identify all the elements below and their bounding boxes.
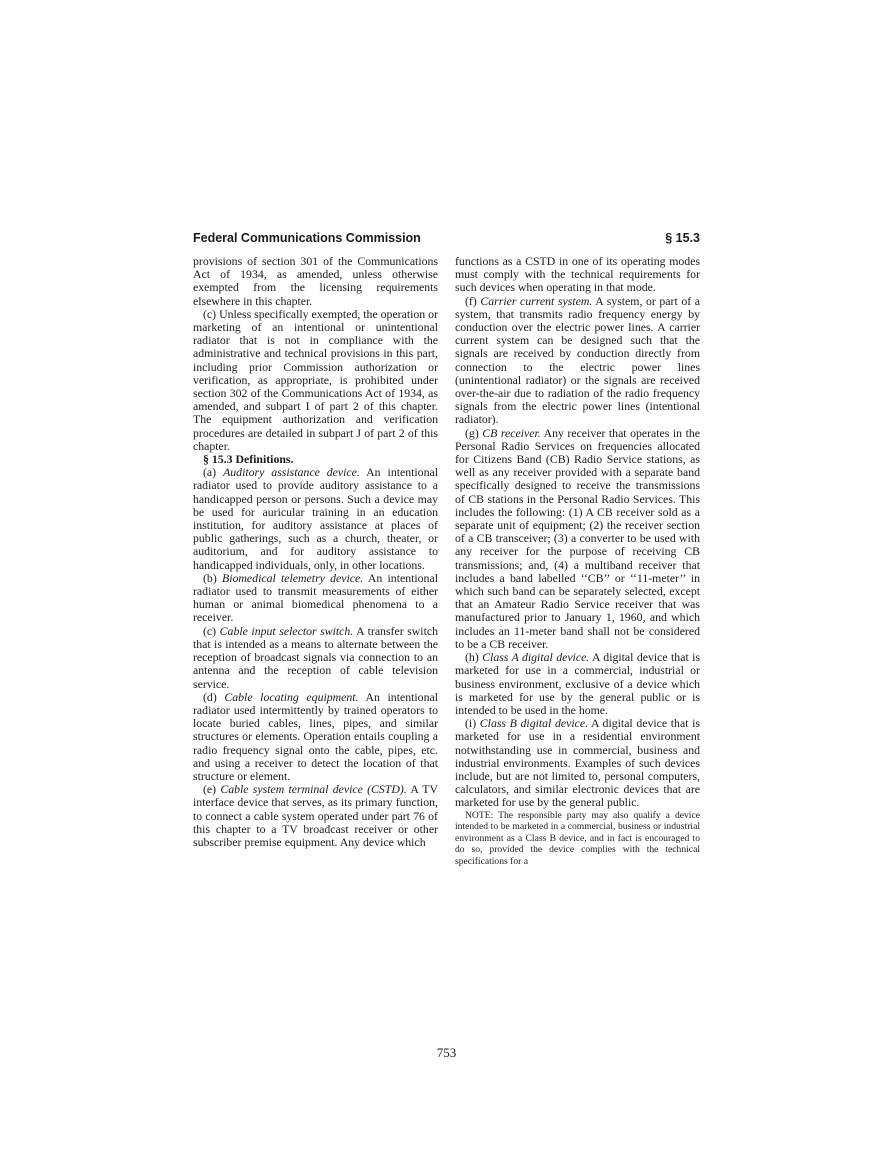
definition-label: (f) [465, 293, 477, 308]
definition-label: (e) [203, 782, 217, 797]
definition-label: (d) [203, 689, 217, 704]
definition-label: (h) [465, 650, 479, 665]
definition-text: A TV interface device that serves, as its primary function, to connect a cable system operated under part 76 of this chapter to a TV broadcast receiver or other subscriber premise equipment. Any device which [193, 782, 438, 849]
definition-term: Auditory assistance device. [223, 465, 360, 480]
definition-term: CB receiver. [482, 425, 541, 440]
definition-term: Class B digital device. [479, 716, 589, 731]
definition-label: (g) [465, 425, 479, 440]
definition-term: Cable input selector switch. [219, 623, 354, 638]
definition-c [193, 625, 438, 691]
definition-term: Cable locating equipment. [224, 689, 359, 704]
definition-i [455, 717, 700, 809]
left-column [193, 255, 438, 849]
section-heading: § 15.3 Definitions. [203, 452, 294, 467]
definition-term: Carrier current system. [480, 293, 593, 308]
definition-text: An intentional radiator used to transmit measurements of either human or animal biomedical phenomena to a receiver. [193, 570, 438, 625]
continued-paragraph: functions as a CSTD in one of its operating modes must comply with the technical requirements for such devices when operating in that mode. [455, 254, 700, 295]
continued-paragraph: provisions of section 301 of the Communications Act of 1934, as amended, unless otherwise exempted from the licensing requirements elsewhere in this chapter. [193, 254, 438, 308]
header-section-number: § 15.3 [665, 231, 700, 245]
definition-text: A system, or part of a system, that transmits radio frequency energy by conduction over the electric power lines. A carrier current system can be designed such that the signals are received by conduction directly from connection to the electric power lines (unintentional radiator) or the signals are received over-the-air due to radiation of the radio frequency signals from the electric power lines (intentional radiator). [455, 293, 700, 427]
definition-text: A transfer switch that is intended as a means to alternate between the reception of broadcast signals via connection to an antenna and the reception of cable television service. [193, 623, 438, 691]
definition-label: (i) [465, 716, 477, 731]
paragraph-c: (c) Unless specifically exempted, the operation or marketing of an intentional or unintentional radiator that is not in compliance with the administrative and technical provisions in this part, including prior Commission authorization or verification, as appropriate, is prohibited under section 302 of the Communications Act of 1934, as amended, and subpart I of part 2 of this chapter. The equipment authorization and verification procedures are detailed in subpart J of part 2 of this chapter. [193, 306, 438, 453]
definition-b [193, 572, 438, 625]
definition-term: Class A digital device. [482, 650, 590, 665]
definition-text: An intentional radiator used to provide auditory assistance to a handicapped person or persons. Such a device may be used for auricular training in an education institution, for auditory assistance at places of public gatherings, such as a church, theater, or auditorium, and for auditory assistance to handicapped individuals, only, in other locations. [193, 465, 438, 572]
note-label: NOTE: [465, 809, 494, 821]
definition-f [455, 295, 700, 427]
definition-d [193, 691, 438, 783]
definition-text: Any receiver that operates in the Personal Radio Services on frequencies allocated for Citizens Band (CB) Radio Service stations, as well as any receiver provided with a separate band specifically designed to receive the transmissions of CB stations in the Personal Radio Services. This includes the following: (1) A CB receiver sold as a separate unit of equipment; (2) the receiver section of a CB transceiver; (3) a converter to be used with any receiver for the purpose of receiving CB transmissions; and, (4) a multiband receiver that includes a band labelled ‘‘CB’’ or ‘‘11-meter’’ in which such band can be separately selected, except that an Amateur Radio Service receiver that was manufactured prior to January 1, 1960, and which includes an 11-meter band shall not be considered to be a CB receiver. [455, 425, 700, 651]
page-number: 753 [436, 1045, 457, 1060]
note-text: The responsible party may also qualify a device intended to be marketed in a commercial, business or industrial environment as a Class B device, and in fact is encouraged to do so, provided the device complies with the technical specifications for a [455, 809, 700, 867]
definition-a [193, 466, 438, 572]
definition-label: (a) [203, 465, 217, 480]
note-paragraph [455, 810, 700, 868]
header-agency-title: Federal Communications Commission [193, 231, 421, 245]
definition-term: Biomedical telemetry device. [222, 570, 364, 585]
right-column [455, 255, 700, 868]
definition-e [193, 783, 438, 849]
definition-text: A digital device that is marketed for use in a commercial, industrial or business environment, exclusive of a device which is marketed for use by the general public or is intended to be used in the home. [455, 650, 700, 717]
definition-term: Cable system terminal device (CSTD). [220, 782, 407, 797]
definition-label: (b) [203, 570, 217, 585]
definition-text: An intentional radiator used intermittently by trained operators to locate buried cables, lines, pipes, and similar structures or elements. Operation entails coupling a radio frequency signal onto the cable, pipes, etc. and using a receiver to detect the location of that structure or element. [193, 689, 438, 783]
definition-text: A digital device that is marketed for use in a residential environment notwithstanding use in commercial, business and industrial environments. Examples of such devices include, but are not limited to, personal computers, calculators, and similar electronic devices that are marketed for use by the general public. [455, 716, 700, 810]
definition-g [455, 427, 700, 651]
definition-h [455, 651, 700, 717]
running-header [193, 230, 700, 250]
definition-label: (c) [203, 623, 217, 638]
